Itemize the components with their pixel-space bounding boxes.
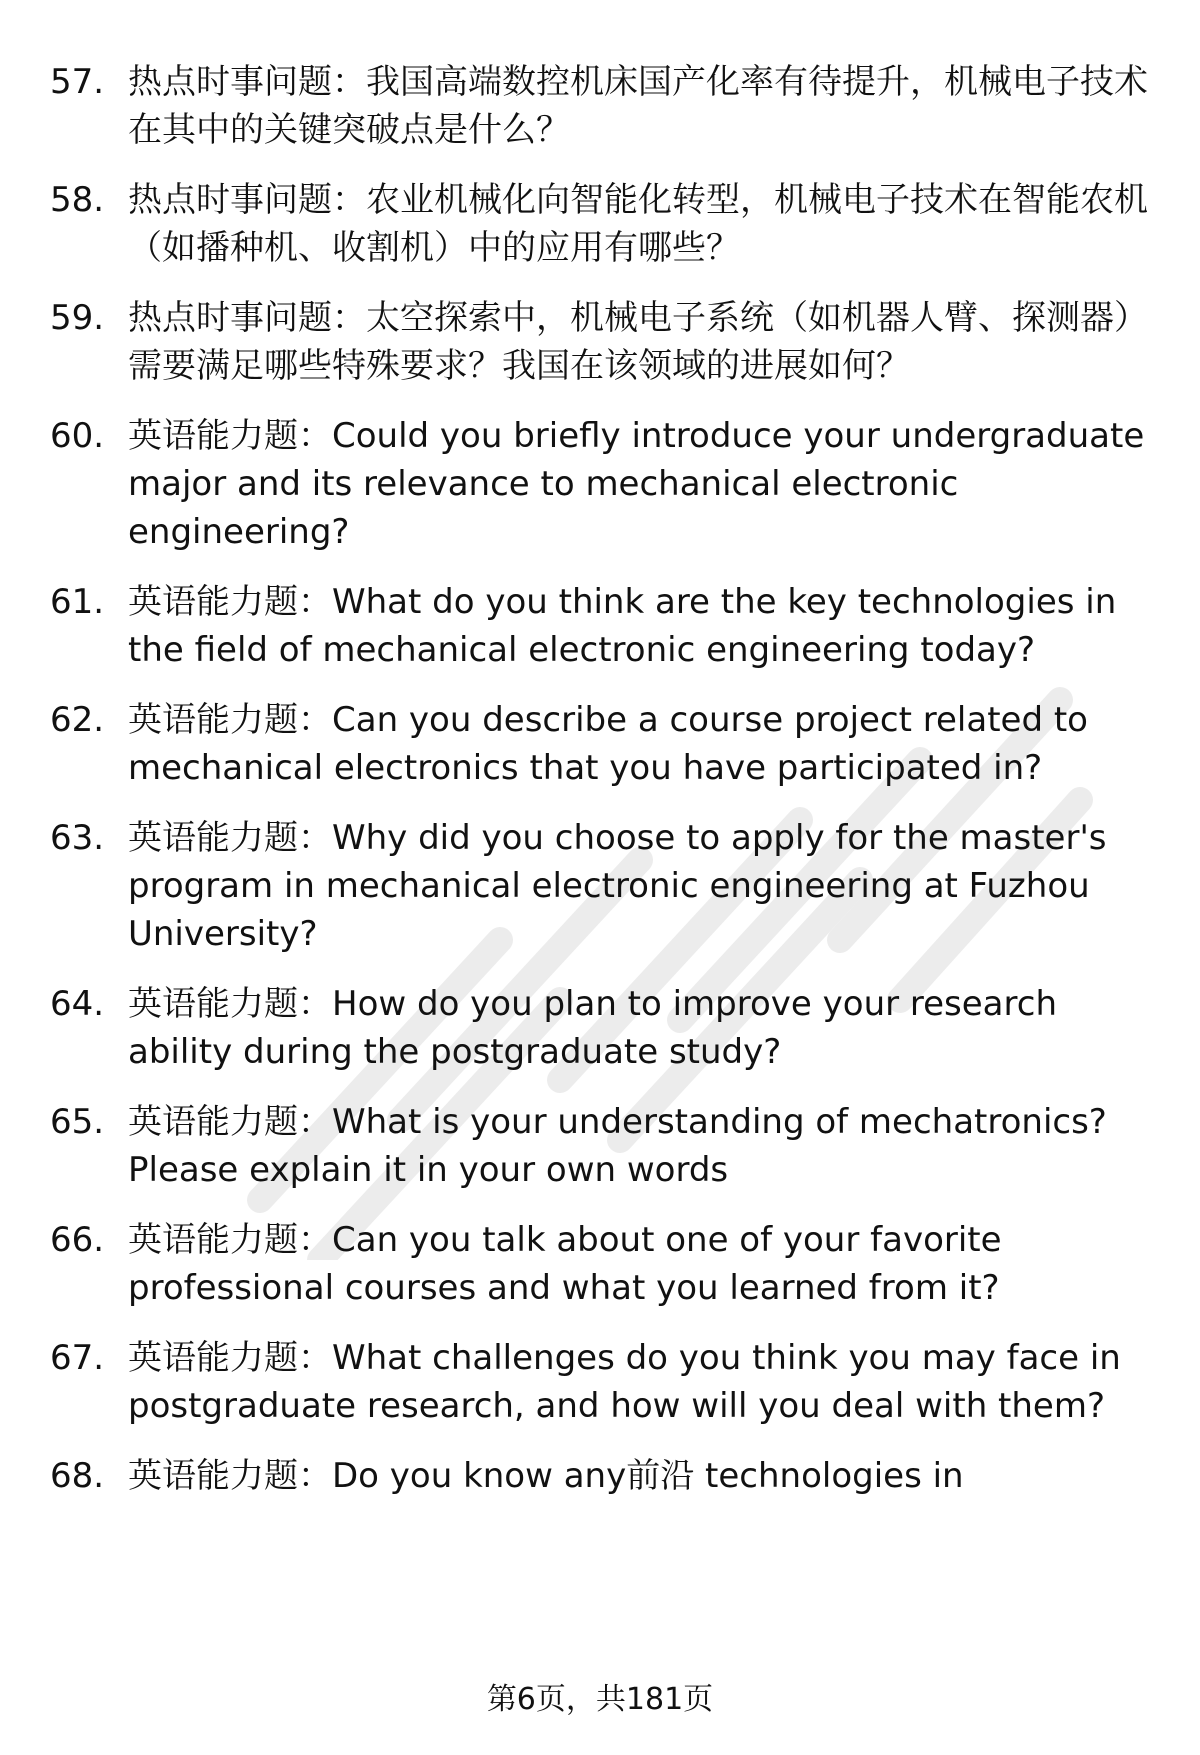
list-item [50,412,1160,556]
question-text: 热点时事问题：太空探索中，机械电子系统（如机器人臂、探测器）需要满足哪些特殊要求？我国在该领域的进展如何？ [128,298,1148,386]
page-footer: 第6页，共181页 [486,1682,714,1717]
list-item [50,294,1160,390]
question-text: 英语能力题：Do you know any前沿 technologies in [128,1456,964,1496]
question-text: 热点时事问题：我国高端数控机床国产化率有待提升，机械电子技术在其中的关键突破点是什么？ [128,62,1148,150]
question-text: 英语能力题：Can you talk about one of your favorite professional courses and what you learned from it? [128,1220,1002,1308]
list-item [50,696,1160,792]
question-text: 英语能力题：What is your understanding of mechatronics? Please explain it in your own words [128,1102,1107,1190]
question-number: 60. [50,416,105,456]
question-text: 英语能力题：What challenges do you think you may face in postgraduate research, and how will you deal with them? [128,1338,1121,1426]
question-number: 68. [50,1456,105,1496]
question-number: 58. [50,180,105,220]
question-text: 英语能力题：Could you briefly introduce your undergraduate major and its relevance to mechanical electronic engineering? [128,416,1145,552]
question-number: 67. [50,1338,105,1378]
list-item [50,176,1160,272]
list-item [50,814,1160,958]
list-item [50,578,1160,674]
question-text: 英语能力题：Why did you choose to apply for the master's program in mechanical electronic engineering at Fuzhou University? [128,818,1107,954]
question-text: 英语能力题：Can you describe a course project related to mechanical electronics that you have participated in? [128,700,1088,788]
list-item [50,1098,1160,1194]
question-text: 英语能力题：What do you think are the key technologies in the field of mechanical electronic engineering today? [128,582,1117,670]
question-list [50,58,1160,1500]
question-number: 62. [50,700,105,740]
question-number: 61. [50,582,105,622]
list-item [50,1452,1160,1500]
list-item [50,58,1160,154]
question-number: 63. [50,818,105,858]
question-number: 66. [50,1220,105,1260]
question-number: 64. [50,984,105,1024]
list-item [50,1216,1160,1312]
question-number: 59. [50,298,105,338]
list-item [50,1334,1160,1430]
question-text: 英语能力题：How do you plan to improve your research ability during the postgraduate study? [128,984,1057,1072]
question-number: 65. [50,1102,105,1142]
list-item [50,980,1160,1076]
question-text: 热点时事问题：农业机械化向智能化转型，机械电子技术在智能农机（如播种机、收割机）中的应用有哪些？ [128,180,1148,268]
question-number: 57. [50,62,105,102]
